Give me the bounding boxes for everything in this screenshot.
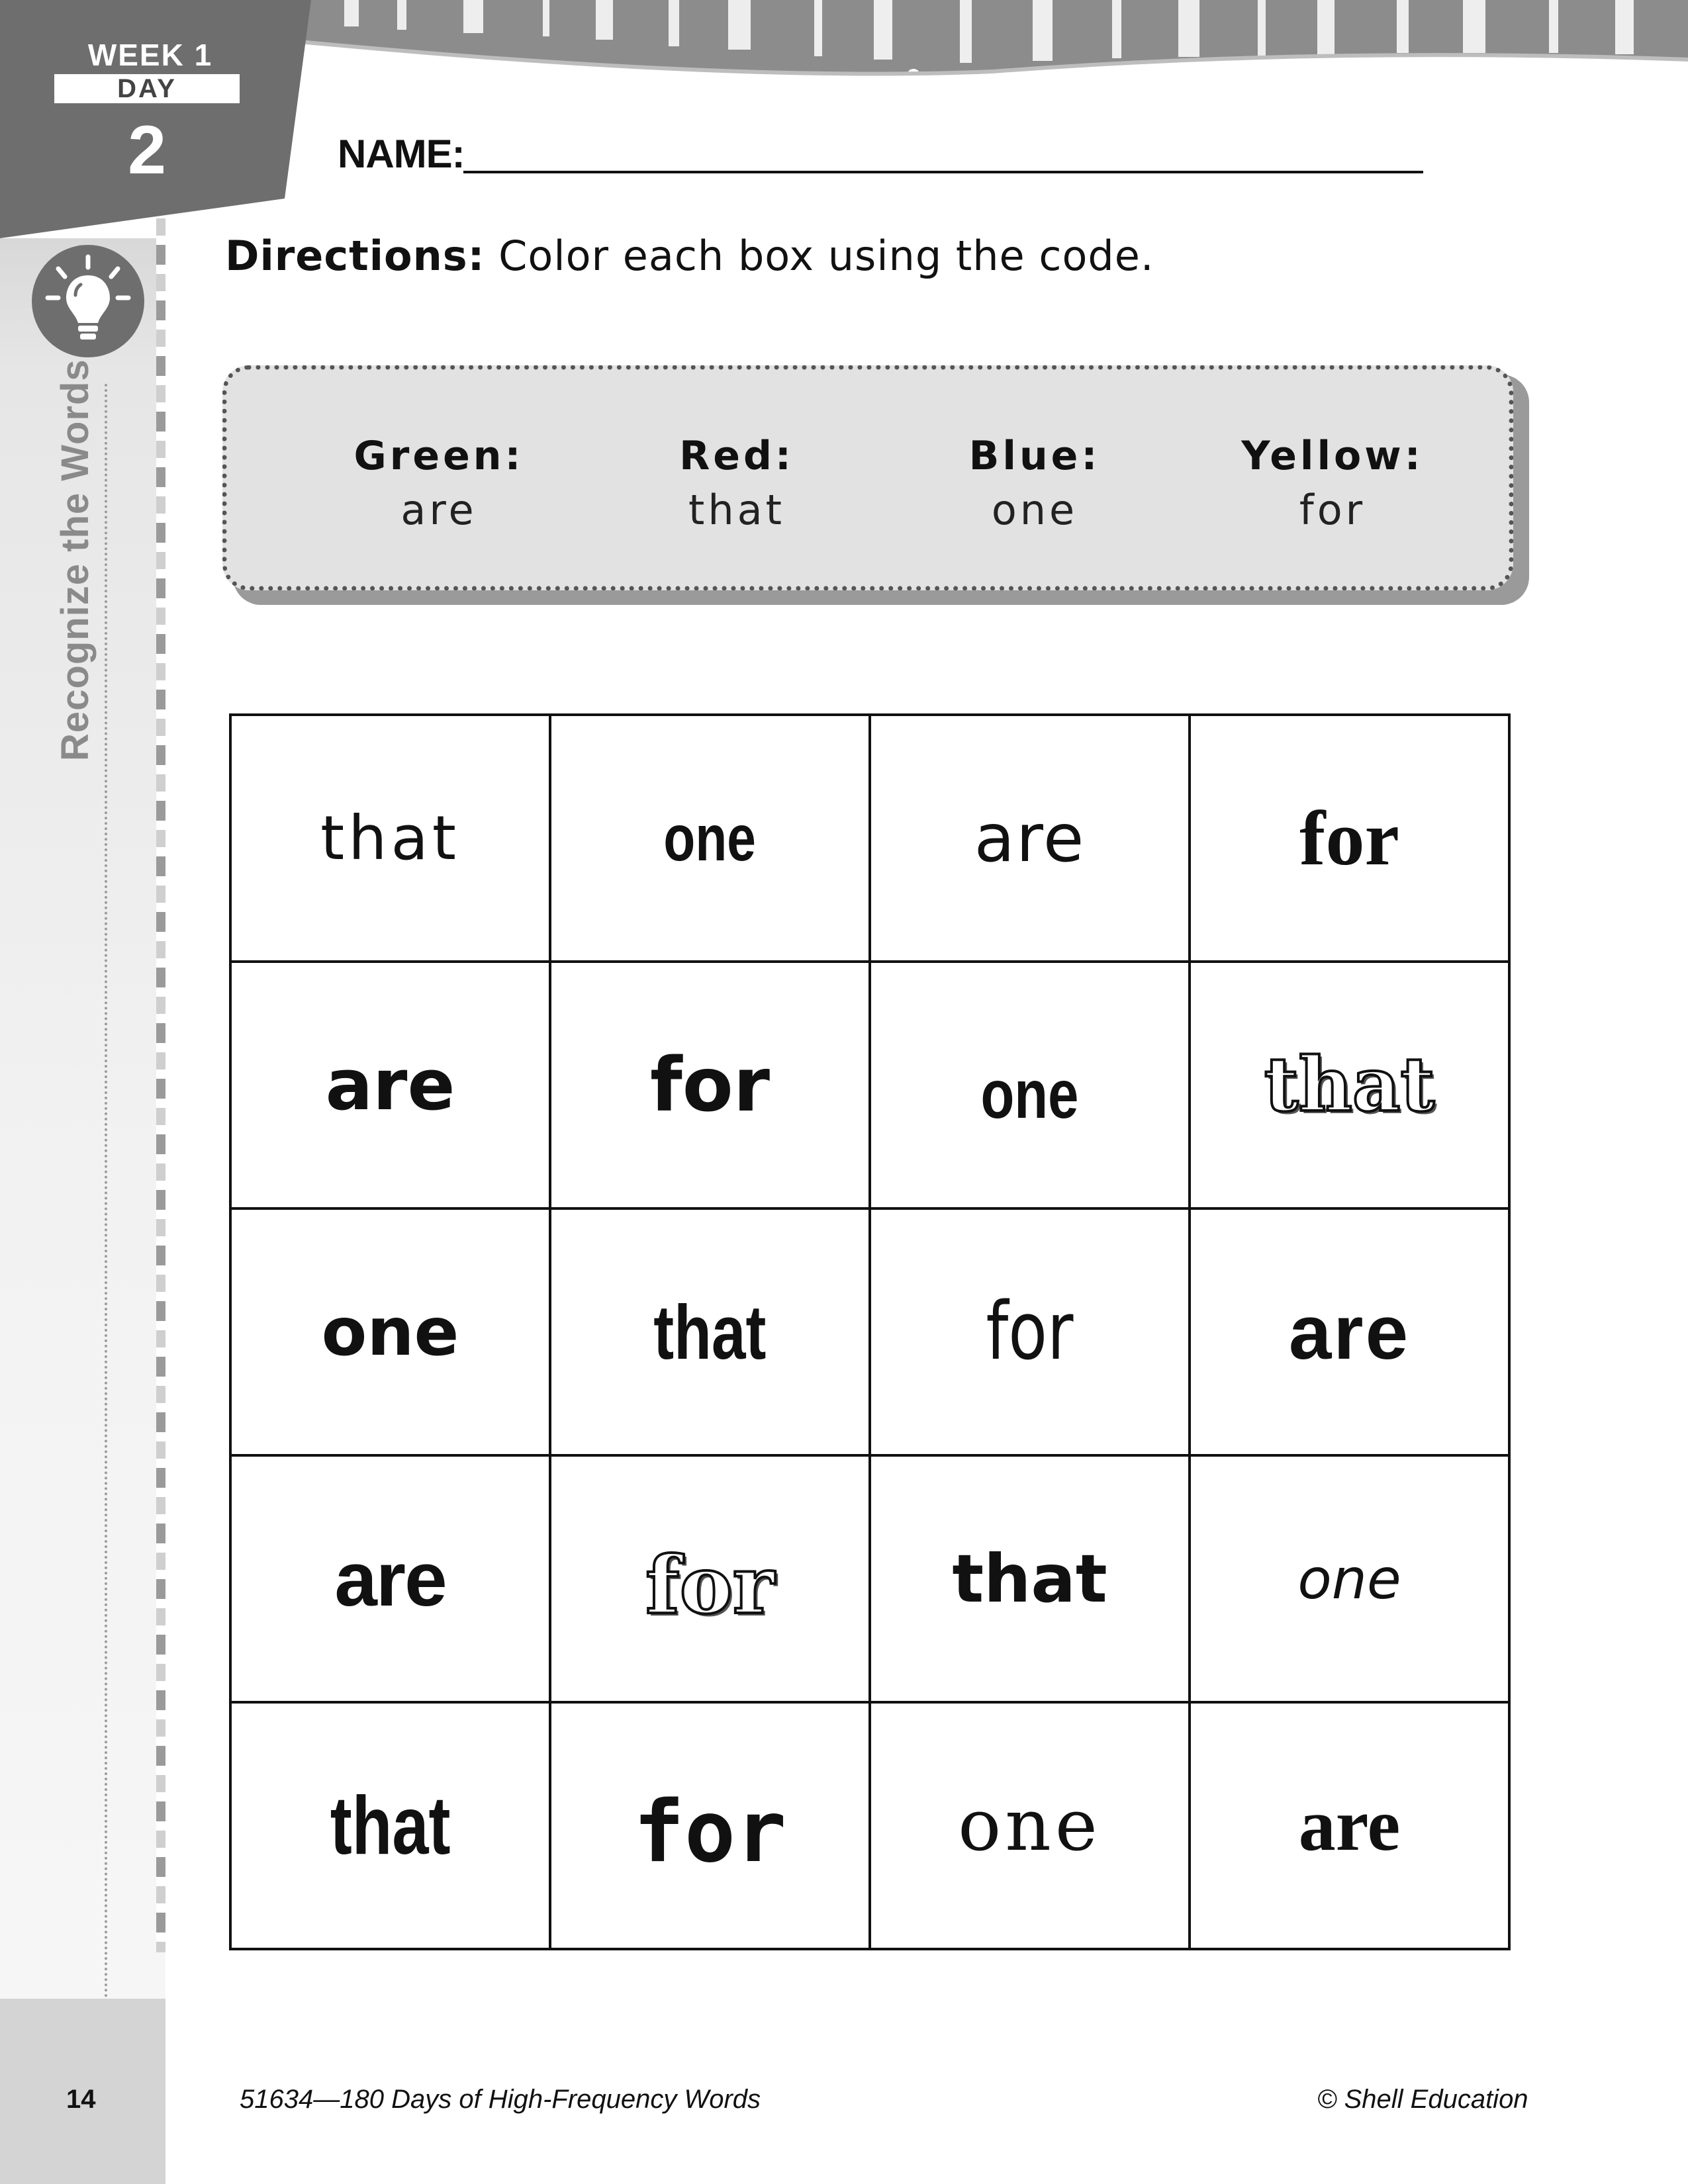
grid-word: that: [1264, 1042, 1435, 1128]
grid-row: [230, 962, 1509, 1208]
word-box[interactable]: [1190, 1702, 1509, 1949]
sidebar-dotted-line: [105, 384, 107, 2078]
code-color-label: Green:: [353, 433, 524, 479]
name-write-line[interactable]: [463, 171, 1423, 173]
section-title: Recognize the Words: [54, 359, 97, 761]
word-box[interactable]: [230, 1455, 550, 1702]
book-title: 51634—180 Days of High-Frequency Words: [240, 2085, 761, 2114]
grid-word: are: [334, 1535, 446, 1622]
code-green: [300, 433, 578, 534]
color-code-box: [222, 365, 1513, 590]
word-box[interactable]: [550, 1702, 870, 1949]
word-box[interactable]: [1190, 962, 1509, 1208]
name-label: NAME:: [338, 132, 465, 176]
word-box[interactable]: [230, 1208, 550, 1455]
word-box[interactable]: [870, 1455, 1190, 1702]
week-label: WEEK 1: [87, 38, 213, 72]
word-box[interactable]: [550, 1455, 870, 1702]
code-yellow: [1194, 433, 1472, 534]
word-box[interactable]: [870, 1702, 1190, 1949]
code-word: that: [688, 486, 785, 534]
word-box[interactable]: [870, 962, 1190, 1208]
word-box[interactable]: [230, 962, 550, 1208]
grid-word: are: [325, 1044, 455, 1126]
word-box[interactable]: [550, 715, 870, 962]
code-word: are: [400, 486, 477, 534]
grid-word: one: [958, 1784, 1102, 1867]
directions-label: Directions:: [225, 232, 485, 280]
grid-word: that: [952, 1540, 1107, 1617]
grid-row: [230, 715, 1509, 962]
lightbulb-icon: [32, 245, 144, 357]
word-box[interactable]: [550, 962, 870, 1208]
grid-word: for: [645, 1539, 774, 1632]
word-box[interactable]: [230, 1702, 550, 1949]
word-box[interactable]: [230, 715, 550, 962]
sidebar-stripe: [156, 218, 165, 1952]
word-grid: [229, 713, 1511, 1950]
grid-word: that: [330, 1780, 451, 1872]
grid-word: one: [980, 1056, 1079, 1133]
grid-word: for: [650, 1042, 770, 1128]
grid-word: one: [1297, 1546, 1401, 1612]
word-box[interactable]: [1190, 1455, 1509, 1702]
grid-row: [230, 1455, 1509, 1702]
word-box[interactable]: [870, 715, 1190, 962]
code-blue: [896, 433, 1174, 534]
grid-row: [230, 1702, 1509, 1949]
word-box[interactable]: [550, 1208, 870, 1455]
day-number: 2: [128, 112, 166, 189]
code-color-label: Blue:: [968, 433, 1101, 479]
directions-text: Color each box using the code.: [485, 232, 1154, 280]
code-color-label: Yellow:: [1241, 433, 1424, 479]
grid-word: are: [1288, 1289, 1411, 1375]
page-number: 14: [66, 2085, 96, 2114]
code-red: [598, 433, 876, 534]
code-word: for: [1299, 486, 1366, 534]
day-label: DAY: [54, 74, 240, 103]
word-box[interactable]: [1190, 715, 1509, 962]
grid-word: that: [653, 1289, 767, 1375]
word-box[interactable]: [870, 1208, 1190, 1455]
grid-word: that: [320, 803, 460, 874]
grid-word: for: [633, 1783, 787, 1882]
code-color-label: Red:: [679, 433, 794, 479]
grid-word: one: [321, 1293, 459, 1371]
grid-word: are: [1298, 1784, 1401, 1866]
copyright: © Shell Education: [1317, 2085, 1528, 2114]
directions: [225, 232, 1154, 280]
grid-word: are: [974, 799, 1086, 877]
code-word: one: [991, 486, 1078, 534]
grid-word: for: [1299, 794, 1399, 882]
grid-word: one: [663, 801, 757, 874]
grid-word: for: [986, 1286, 1074, 1378]
grid-row: [230, 1208, 1509, 1455]
word-box[interactable]: [1190, 1208, 1509, 1455]
